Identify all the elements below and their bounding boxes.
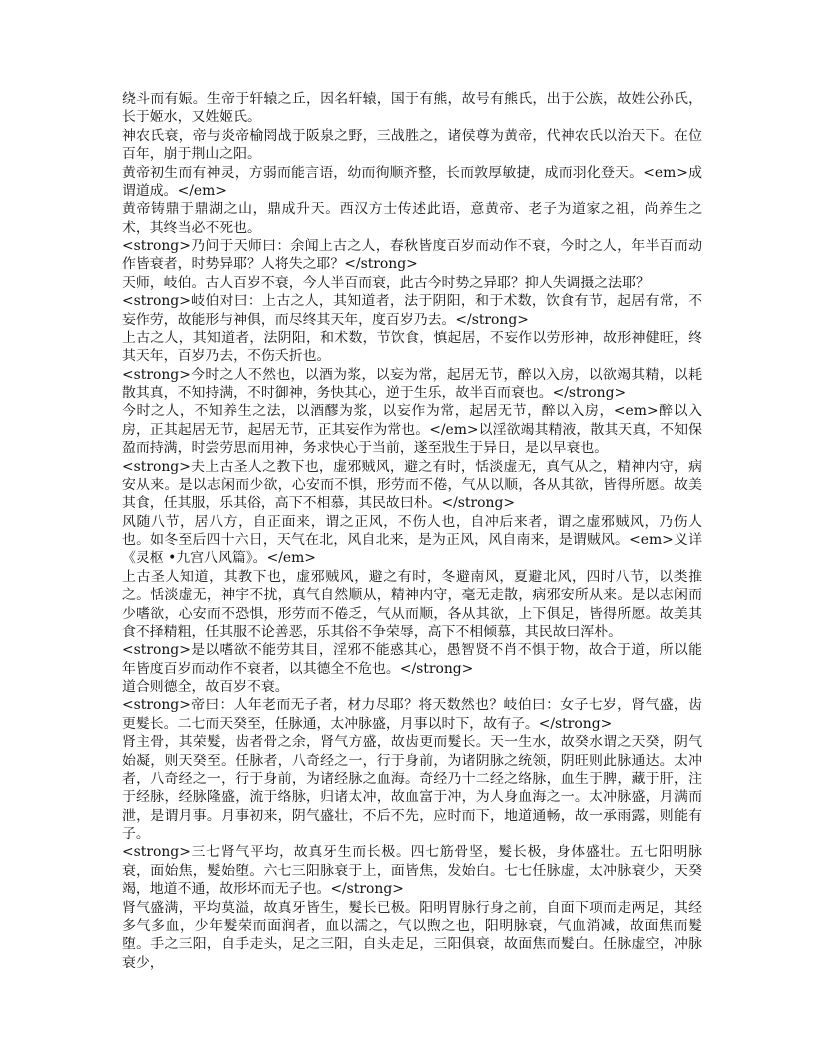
paragraph: 道合则德全，故百岁不衰。 [122, 679, 289, 695]
paragraph: 肾气盛满，平均莫溢，故真牙皆生，髮长已极。阳明胃脉行身之前，自面下项而走两足，其经多气多血，少年髮荣而面润者，血以濡之，气以煦之也，阳明脉衰，气血消减，故面焦而髮堕。手之三阳，自手走头，足之三阳，自头走足，三阳俱衰，故面焦而髮白。任脉虚空，冲脉衰少， [122, 899, 702, 971]
paragraph: 天师，岐伯。古人百岁不衰，今人半百而衰，此古今时势之异耶？抑人失调摄之法耶？ [122, 274, 650, 291]
paragraph: 黄帝初生而有神灵，方弱而能言语，幼而徇顺齐整，长而敦厚敏捷，成而羽化登天。<em>成谓道成。</em> [122, 164, 702, 199]
paragraph: 上古之人，其知道者，法阴阳，和术数，节饮食，慎起居，不妄作以劳形神，故形神健旺，终其天年，百岁乃去，不伤夭折也。 [122, 329, 702, 365]
paragraph: 绕斗而有娠。生帝于轩辕之丘，因名轩辕，国于有熊，故号有熊氏，出于公族，故姓公孙氏，长于姬水，又姓姬氏。 [122, 91, 702, 126]
paragraph: <strong>岐伯对曰：上古之人，其知道者，法于阴阳，和于术数，饮食有节，起居有常，不妄作劳，故能形与神俱，而尽终其天年，度百岁乃去。</strong> [122, 293, 702, 328]
paragraph: <strong>帝曰：人年老而无子者，材力尽耶？将天数然也？岐伯曰：女子七岁，肾气盛，齿更髮长。二七而天癸至，任脉通，太冲脉盛，月事以时下，故有子。</strong> [122, 697, 702, 732]
paragraph: 黄帝铸鼎于鼎湖之山，鼎成升天。西汉方士传述此语，意黄帝、老子为道家之祖，尚养生之术，其终当必不死也。 [122, 201, 702, 236]
paragraph: <strong>夫上古圣人之教下也，虚邪贼风，避之有时，恬淡虚无，真气从之，精神内守，病安从来。是以志闲而少欲，心安而不惧，形劳而不倦，气从以顺，各从其欲，皆得所愿。故美其食，任其服，乐其俗，高下不相慕，其民故曰朴。</strong> [122, 458, 702, 512]
paragraph: 肾主骨，其荣髮，齿者骨之余，肾气方盛，故齿更而髮长。天一生水，故癸水谓之天癸，阴气始凝，则天癸至。任脉者，八奇经之一，行于身前，为诸阴脉之统领，阴旺则此脉通达。太冲者，八奇经之一，行于身前，为诸经脉之血海。奇经乃十二经之络脉，血生于脾，藏于肝，注于经脉，经脉隆盛，流于络脉，归诸太冲，故血富于冲，为人身血海之一。太冲脉盛，月满而泄，是谓月事。月事初来，阴气盛壮，不后不先，应时而下，地道通畅，故一承雨露，则能有子。 [122, 734, 702, 842]
paragraph: 神农氏衰，帝与炎帝榆罔战于阪泉之野，三战胜之，诸侯尊为黄帝，代神农氏以治天下。在位百年，崩于荆山之阳。 [122, 127, 702, 163]
document-page [122, 90, 702, 972]
paragraph: 风随八节，居八方，自正面来，谓之正风，不伤人也，自冲后来者，谓之虚邪贼风，乃伤人也。如冬至后四十六日，天气在北，风自北来，是为正风，风自南来，是谓贼风。<em>义详《灵枢 •九宫八风篇》。</em> [122, 513, 702, 567]
paragraph: <strong>乃问于天师曰：余闻上古之人，春秋皆度百岁而动作不衰，今时之人，年半百而动作皆衰者，时势异耶？人将失之耶？</strong> [122, 238, 702, 273]
paragraph: <strong>是以嗜欲不能劳其目，淫邪不能惑其心，愚智贤不肖不惧于物，故合于道，所以能年皆度百岁而动作不衰者，以其德全不危也。</strong> [122, 642, 702, 677]
paragraph: <strong>今时之人不然也，以酒为浆，以妄为常，起居无节，醉以入房，以欲竭其精，以耗散其真，不知持满，不时御神，务快其心，逆于生乐，故半百而衰也。</strong> [122, 366, 702, 401]
paragraph: 上古圣人知道，其教下也，虚邪贼风，避之有时，冬避南风，夏避北风，四时八节，以类推之。恬淡虚无，神宇不扰，真气自然顺从，精神内守，毫无走散，病邪安所从来。是以志闲而少嗜欲，心安而不恐惧，形劳而不倦乏，气从而顺，各从其欲，上下俱足，皆得所愿。故美其食不择精粗，任其服不论善恶，乐其俗不争荣辱，高下不相倾慕，其民故曰浑朴。 [122, 568, 702, 640]
paragraph: <strong>三七肾气平均，故真牙生而长极。四七筋骨坚，髮长极，身体盛壮。五七阳明脉衰，面始焦，髮始堕。六七三阳脉衰于上，面皆焦，发始白。七七任脉虚，太冲脉衰少，天癸竭，地道不通，故形坏而无子也。</strong> [122, 844, 702, 898]
paragraph: 今时之人，不知养生之法，以酒醪为浆，以妄作为常，起居无节，醉以入房，<em>醉以入房，正其起居无节，起居无节，正其妄作为常也。</em>以淫欲竭其精液，散其天真，不知保盈而持满，时尝劳思而用神，务求快心于当前，遂至戕生于异日，是以早衰也。 [122, 403, 702, 457]
